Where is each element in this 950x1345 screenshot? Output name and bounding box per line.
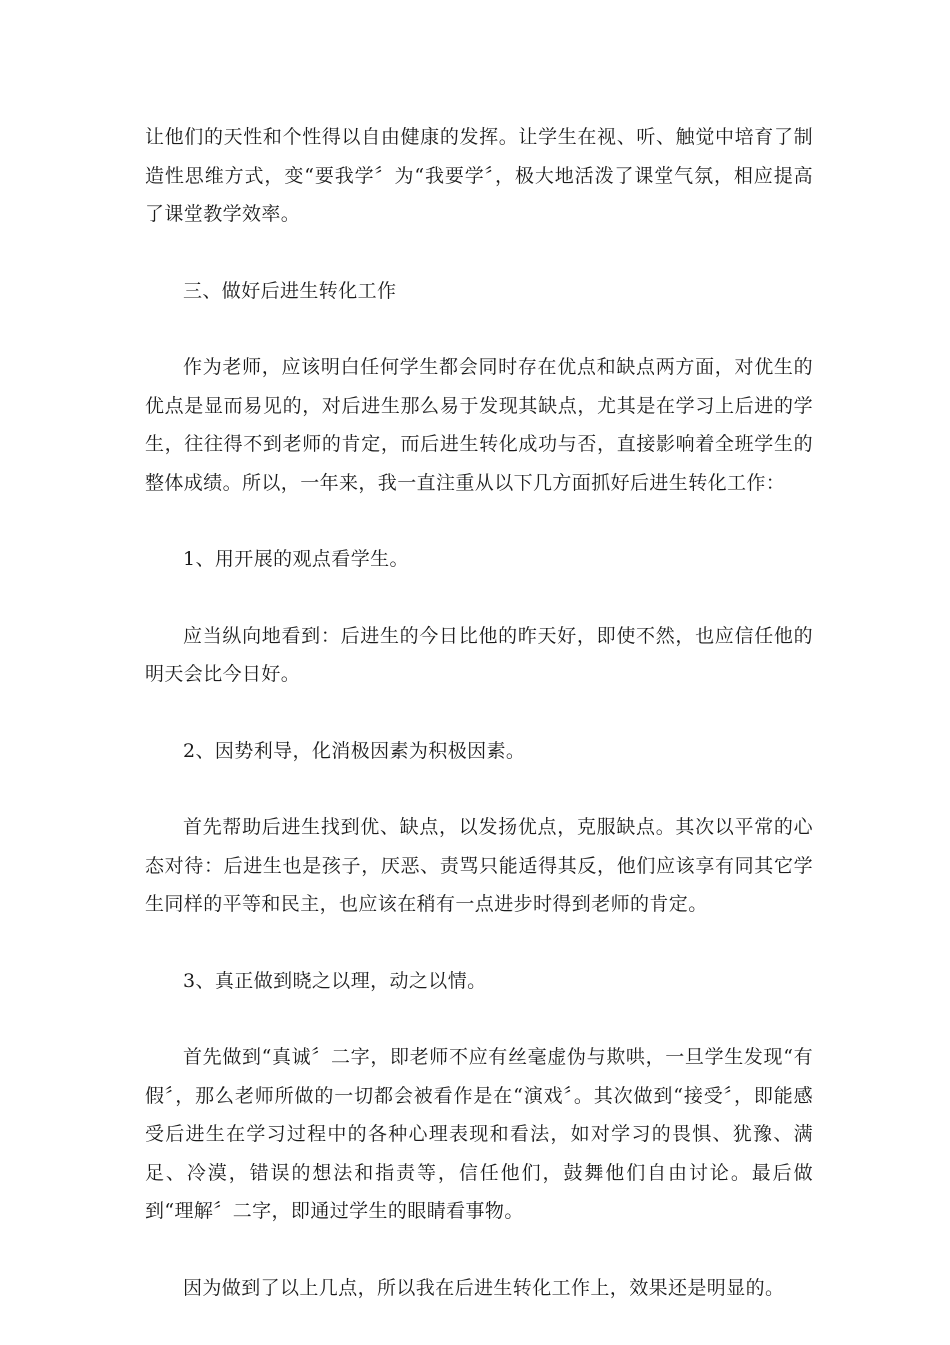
paragraph: 作为老师，应该明白任何学生都会同时存在优点和缺点两方面，对优生的优点是显而易见的，对后进生那么易于发现其缺点，尤其是在学习上后进的学生，往往得不到老师的肯定，而后进生转化成功与否，直接影响着全班学生的整体成绩。所以，一年来，我一直注重从以下几方面抓好后进生转化工作： (145, 356, 813, 494)
paragraph: 首先做到“真诚〞二字，即老师不应有丝毫虚伪与欺哄，一旦学生发现“有假〞，那么老师所做的一切都会被看作是在“演戏〞。其次做到“接受〞，即能感受后进生在学习过程中的各种心理表现和看法，如对学习的畏惧、犹豫、满足、冷漠，错误的想法和指责等，信任他们，鼓舞他们自由讨论。最后做到“理解〞二字，即通过学生的眼睛看事物。 (145, 1046, 813, 1222)
section-heading: 三、做好后进生转化工作 (183, 279, 397, 302)
document-body (145, 118, 813, 1345)
subsection-heading: 1、用开展的观点看学生。 (183, 548, 409, 570)
subsection-heading: 3、真正做到晓之以理，动之以情。 (183, 969, 487, 992)
paragraph: 首先帮助后进生找到优、缺点，以发扬优点，克服缺点。其次以平常的心态对待：后进生也是孩子，厌恶、责骂只能适得其反，他们应该享有同其它学生同样的平等和民主，也应该在稍有一点进步时得到老师的肯定。 (145, 816, 813, 915)
paragraph-continuation: 让他们的天性和个性得以自由健康的发挥。让学生在视、听、触觉中培育了制造性思维方式，变“要我学〞为“我要学〞，极大地活泼了课堂气氛，相应提高了课堂教学效率。 (145, 126, 813, 225)
paragraph: 应当纵向地看到：后进生的今日比他的昨天好，即使不然，也应信任他的明天会比今日好。 (145, 624, 813, 685)
paragraph: 因为做到了以上几点，所以我在后进生转化工作上，效果还是明显的。 (183, 1276, 785, 1299)
subsection-heading: 2、因势利导，化消极因素为积极因素。 (183, 739, 526, 762)
